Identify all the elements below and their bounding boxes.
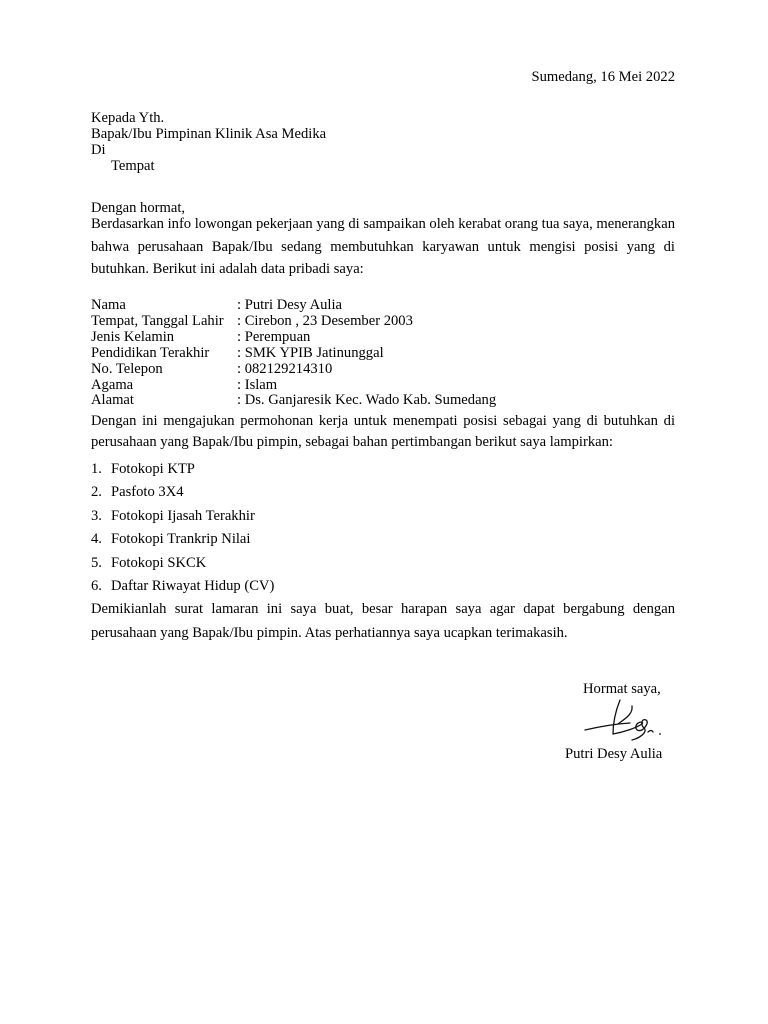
recipient-salutation: Kepada Yth. bbox=[91, 110, 165, 126]
data-row-gender bbox=[91, 330, 496, 346]
data-row-phone bbox=[91, 362, 496, 378]
data-label: Agama bbox=[91, 376, 134, 393]
recipient-name: Bapak/Ibu Pimpinan Klinik Asa Medika bbox=[91, 126, 327, 142]
list-text: Fotokopi Trankrip Nilai bbox=[111, 531, 251, 548]
data-row-nama bbox=[91, 298, 496, 314]
list-text: Pasfoto 3X4 bbox=[111, 484, 184, 501]
list-item bbox=[91, 458, 274, 481]
list-item bbox=[91, 505, 274, 528]
data-value: : Islam bbox=[237, 376, 278, 393]
list-text: Fotokopi SKCK bbox=[111, 554, 207, 571]
data-value: : Cirebon , 23 Desember 2003 bbox=[237, 312, 413, 329]
list-number: 5. bbox=[91, 554, 102, 571]
list-number: 3. bbox=[91, 507, 102, 524]
list-item bbox=[91, 481, 274, 504]
signer-name: Putri Desy Aulia bbox=[565, 746, 663, 762]
recipient-place: Tempat bbox=[111, 158, 155, 174]
list-number: 4. bbox=[91, 531, 102, 548]
list-item bbox=[91, 575, 274, 598]
data-value: : 082129214310 bbox=[237, 360, 333, 377]
data-value: : Putri Desy Aulia bbox=[237, 297, 342, 313]
data-row-education bbox=[91, 346, 496, 362]
recipient-block bbox=[91, 110, 326, 174]
request-paragraph: Dengan ini mengajukan permohonan kerja untuk menempati posisi sebagai yang di butuhkan di perusahaan yang Bapak/Ibu pimpin, sebagai bahan pertimbangan berikut saya lampirkan: bbox=[91, 413, 675, 450]
personal-data-table bbox=[91, 298, 496, 409]
list-item bbox=[91, 528, 274, 551]
date-line: Sumedang, 16 Mei 2022 bbox=[531, 69, 675, 85]
data-value: : SMK YPIB Jatinunggal bbox=[237, 344, 384, 361]
list-number: 2. bbox=[91, 484, 102, 501]
data-row-birth bbox=[91, 314, 496, 330]
list-number: 1. bbox=[91, 461, 102, 477]
data-label: Nama bbox=[91, 297, 126, 313]
list-text: Fotokopi KTP bbox=[111, 461, 195, 477]
data-label: Tempat, Tanggal Lahir bbox=[91, 312, 224, 329]
greeting: Dengan hormat, bbox=[91, 200, 186, 216]
data-value: : Ds. Ganjaresik Kec. Wado Kab. Sumedang bbox=[237, 392, 497, 409]
data-label: Pendidikan Terakhir bbox=[91, 344, 210, 361]
data-value: : Perempuan bbox=[237, 328, 311, 345]
closing-paragraph: Demikianlah surat lamaran ini saya buat, besar harapan saya agar dapat bergabung dengan perusahaan yang Bapak/Ibu pimpin. Atas perhatiannya saya ucapkan terimakasih. bbox=[91, 601, 675, 641]
data-label: No. Telepon bbox=[91, 360, 163, 377]
data-row-religion bbox=[91, 378, 496, 394]
data-row-address bbox=[91, 393, 496, 409]
list-item bbox=[91, 552, 274, 575]
list-text: Daftar Riwayat Hidup (CV) bbox=[111, 578, 275, 595]
intro-paragraph: Berdasarkan info lowongan pekerjaan yang di sampaikan oleh kerabat orang tua saya, menerangkan bahwa perusahaan Bapak/Ibu sedang membutuhkan karyawan untuk mengisi posisi yang di butuhkan. Berikut ini adalah data pribadi saya: bbox=[91, 216, 675, 277]
recipient-di: Di bbox=[91, 142, 106, 158]
handwritten-signature bbox=[580, 694, 670, 744]
closing-salutation: Hormat saya, bbox=[583, 681, 661, 697]
list-number: 6. bbox=[91, 578, 102, 595]
data-label: Jenis Kelamin bbox=[91, 328, 175, 345]
list-text: Fotokopi Ijasah Terakhir bbox=[111, 507, 255, 524]
attachment-list bbox=[91, 458, 274, 598]
data-label: Alamat bbox=[91, 392, 134, 409]
